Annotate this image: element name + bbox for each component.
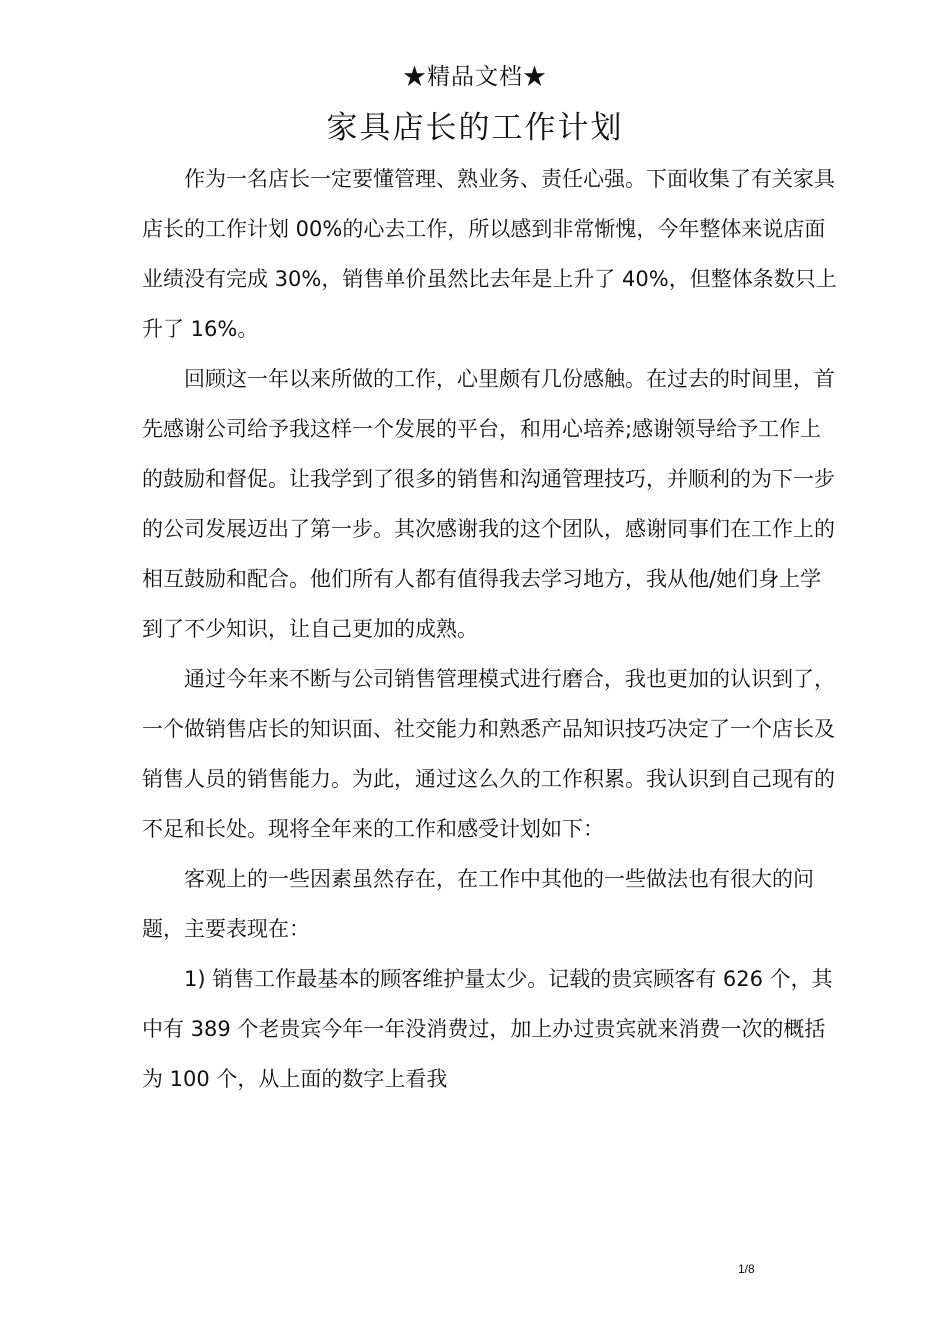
- paragraph-4: 客观上的一些因素虽然存在，在工作中其他的一些做法也有很大的问题，主要表现在：: [142, 867, 814, 941]
- document-title: 家具店长的工作计划: [326, 110, 624, 146]
- document-body: [142, 154, 842, 1104]
- page-number: 1/8: [738, 1262, 755, 1276]
- paragraph-2: 回顾这一年以来所做的工作，心里颇有几份感触。在过去的时间里，首先感谢公司给予我这样一个发展的平台，和用心培养;感谢领导给予工作上的鼓励和督促。让我学到了很多的销售和沟通管理技巧，并顺利的为下一步的公司发展迈出了第一步。其次感谢我的这个团队，感谢同事们在工作上的相互鼓励和配合。他们所有人都有值得我去学习地方，我从他/她们身上学到了不少知识，让自己更加的成熟。: [142, 367, 835, 641]
- paragraph-1: 作为一名店长一定要懂管理、熟业务、责任心强。下面收集了有关家具店长的工作计划 00%的心去工作，所以感到非常惭愧，今年整体来说店面业绩没有完成 30%，销售单价虽然比去年是上升了 40%，但整体条数只上升了 16%。: [142, 167, 837, 341]
- paragraph-3: 通过今年来不断与公司销售管理模式进行磨合，我也更加的认识到了，一个做销售店长的知识面、社交能力和熟悉产品知识技巧决定了一个店长及销售人员的销售能力。为此，通过这么久的工作积累。我认识到自己现有的不足和长处。现将全年来的工作和感受计划如下：: [142, 667, 835, 841]
- document-header: ★精品文档★: [403, 64, 547, 90]
- paragraph-5: 1) 销售工作最基本的顾客维护量太少。记载的贵宾顾客有 626 个，其中有 389 个老贵宾今年一年没消费过，加上办过贵宾就来消费一次的概括为 100 个，从上面的数字上看我: [142, 967, 833, 1091]
